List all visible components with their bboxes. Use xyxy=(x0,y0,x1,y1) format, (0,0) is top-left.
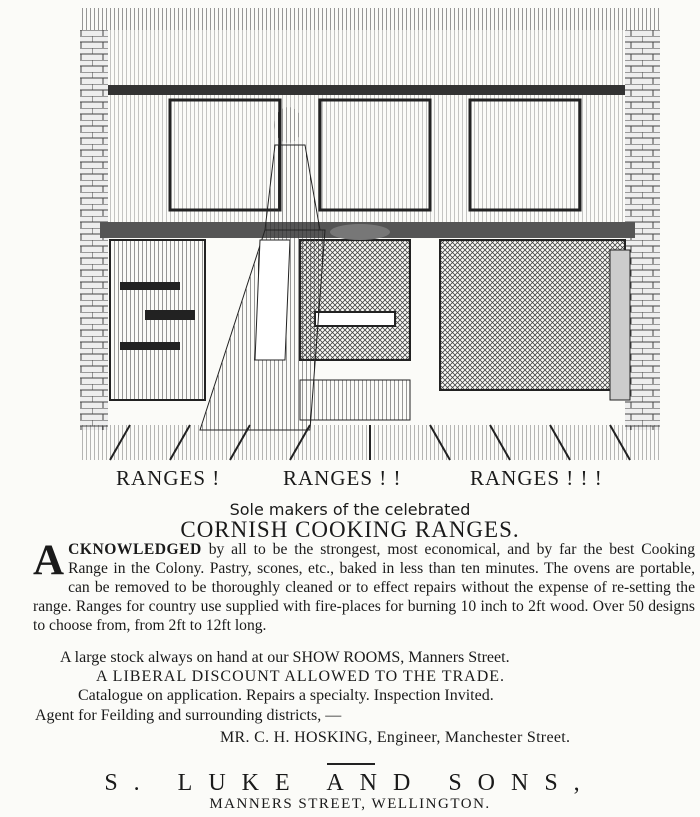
agent-line: Agent for Feilding and surrounding districts, — xyxy=(35,707,342,724)
discount-line: A LIBERAL DISCOUNT ALLOWED TO THE TRADE. xyxy=(96,668,506,685)
subtitle: Sole makers of the celebrated xyxy=(229,500,471,519)
stock-line: A large stock always on hand at our SHOW ROOMS, Manners Street. xyxy=(60,649,510,666)
body-text: by all to be the strongest, most economical, and by far the best Cooking Range in the Colony. Pastry, scones, etc., baked in less than ten minutes. The ovens are portable, can be removed to be thoroughly cleaned or to effect repairs without the expense of re-setting the range. Ranges for country use supplied with fire-places for burning 10 inch to 2ft wood. Over 50 designs to choose from, from 2ft to 12ft long. xyxy=(33,541,695,634)
ranges-heading-3: RANGES ! ! ! xyxy=(470,466,603,490)
title: CORNISH COOKING RANGES. xyxy=(180,517,520,542)
body-paragraph xyxy=(33,537,695,635)
hosking-line: MR. C. H. HOSKING, Engineer, Manchester Street. xyxy=(220,729,571,746)
drop-cap: A xyxy=(33,537,65,584)
firm-name: S. LUKE AND SONS, xyxy=(104,770,596,796)
divider-rule xyxy=(327,763,375,765)
cooking-range-illustration xyxy=(70,0,670,462)
ranges-heading-1: RANGES ! xyxy=(116,466,221,490)
catalogue-line: Catalogue on application. Repairs a specialty. Inspection Invited. xyxy=(78,687,494,704)
lead-word: CKNOWLEDGED xyxy=(68,541,202,558)
firm-address: MANNERS STREET, WELLINGTON. xyxy=(209,796,491,812)
ranges-heading-2: RANGES ! ! xyxy=(283,466,402,490)
